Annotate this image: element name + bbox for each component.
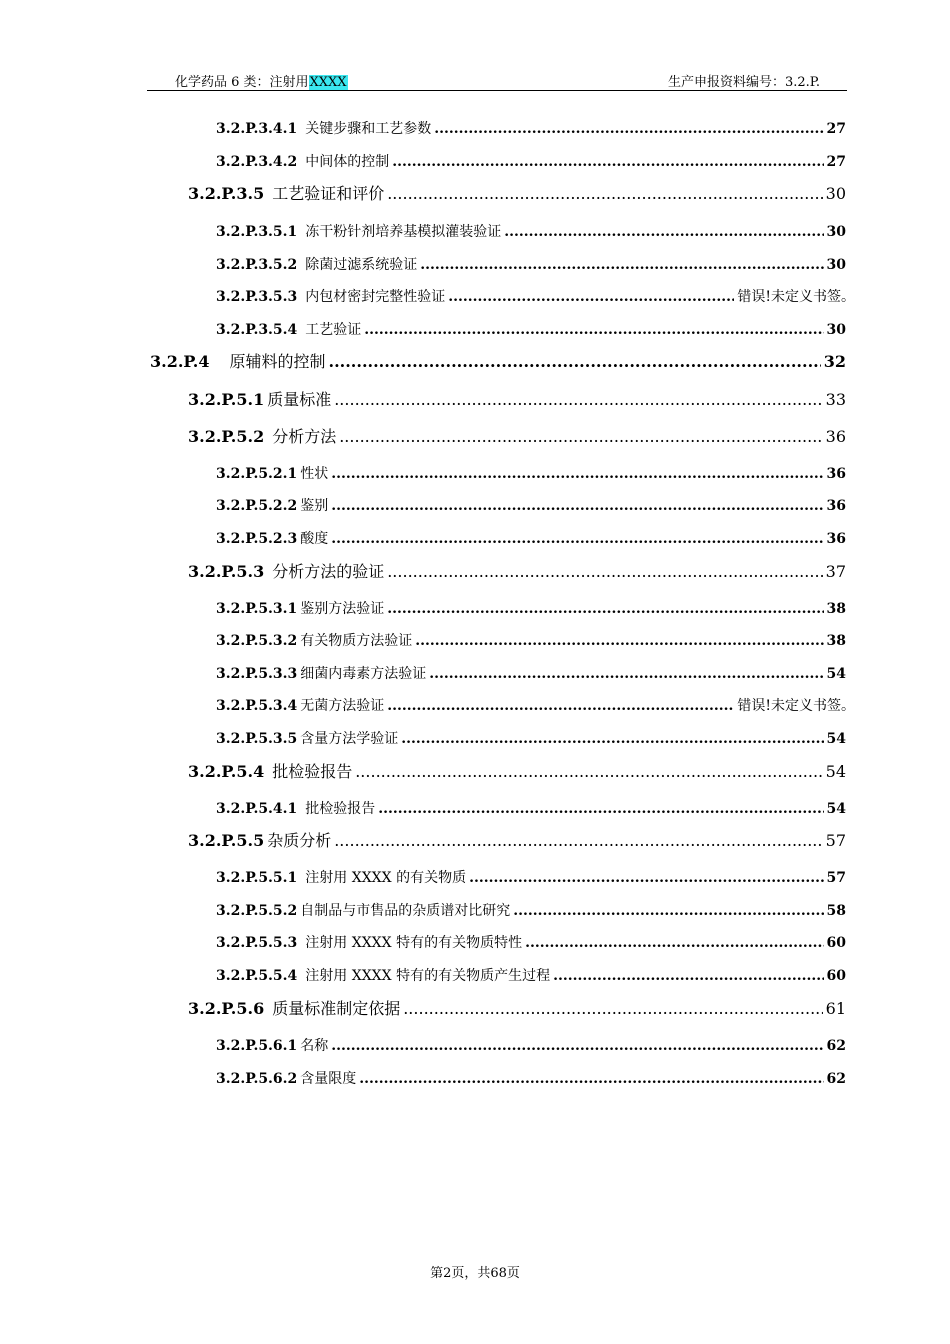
toc-entry-title: 工艺验证和评价	[272, 184, 385, 203]
toc-entry[interactable]	[150, 349, 846, 372]
toc-entry-number: 3.2.P.5.5.2	[216, 903, 298, 919]
toc-entry[interactable]	[216, 630, 846, 650]
toc-entry-page: 33	[825, 390, 846, 409]
toc-entry[interactable]	[216, 254, 846, 274]
toc-leader-dots	[359, 1071, 823, 1087]
header-left	[175, 71, 348, 90]
toc-leader-dots	[331, 1038, 823, 1054]
toc-leader-dots	[339, 427, 822, 446]
toc-entry-page: 61	[825, 999, 846, 1018]
toc-entry-title: 冻干粉针剂培养基模拟灌装验证	[305, 224, 502, 240]
toc-leader-dots	[429, 666, 823, 682]
toc-entry-number: 3.2.P.5.6.2	[216, 1071, 298, 1087]
toc-entry-number: 3.2.P.5.5.1	[216, 870, 298, 886]
toc-entry-page-error: 错误!未定义书签。	[737, 289, 855, 305]
toc-leader-dots	[334, 390, 822, 409]
toc-entry-page: 54	[825, 762, 846, 781]
toc-entry[interactable]	[216, 695, 855, 715]
toc-entry-number: 3.2.P.5.2.3	[216, 531, 298, 547]
page-header	[147, 68, 847, 91]
toc-leader-dots	[387, 698, 734, 714]
toc-entry[interactable]	[188, 424, 846, 447]
header-doc-number: 生产申报资料编号：3.2.P.	[667, 75, 820, 90]
toc-entry-title: 质量标准	[267, 390, 332, 409]
toc-entry-number: 3.2.P.5.3.3	[216, 666, 298, 682]
toc-entry-title: 鉴别	[300, 498, 329, 514]
toc-entry-title: 中间体的控制	[305, 154, 390, 170]
toc-entry-title: 内包材密封完整性验证	[305, 289, 446, 305]
toc-leader-dots	[331, 531, 823, 547]
toc-entry-title: 批检验报告	[272, 762, 353, 781]
toc-leader-dots	[513, 903, 823, 919]
toc-entry[interactable]	[216, 798, 846, 818]
toc-entry-title: 自制品与市售品的杂质谱对比研究	[300, 903, 511, 919]
toc-leader-dots	[403, 999, 822, 1018]
toc-entry-page: 62	[826, 1071, 846, 1087]
toc-entry-number: 3.2.P.5.2.1	[216, 466, 298, 482]
toc-entry-number: 3.2.P.5.3.4	[216, 698, 298, 714]
toc-entry[interactable]	[216, 663, 846, 683]
toc-entry-page: 30	[826, 224, 846, 240]
toc-entry-page: 36	[825, 427, 846, 446]
toc-entry-number: 3.2.P.5.3.5	[216, 731, 298, 747]
toc-entry[interactable]	[216, 598, 846, 618]
toc-entry-title: 工艺验证	[305, 322, 362, 338]
toc-entry[interactable]	[216, 319, 846, 339]
toc-entry-number: 3.2.P.3.5.3	[216, 289, 298, 305]
toc-entry[interactable]	[216, 1035, 846, 1055]
toc-entry-title: 鉴别方法验证	[300, 601, 385, 617]
toc-entry-title: 含量限度	[300, 1071, 357, 1087]
toc-entry-number: 3.2.P.5.2	[188, 427, 265, 446]
toc-entry-page: 38	[826, 601, 846, 617]
toc-leader-dots	[387, 184, 822, 203]
toc-entry[interactable]	[188, 828, 846, 851]
toc-entry[interactable]	[188, 996, 846, 1019]
toc-leader-dots	[378, 801, 823, 817]
toc-entry-number: 3.2.P.5.2.2	[216, 498, 298, 514]
toc-entry-number: 3.2.P.3.5.4	[216, 322, 298, 338]
toc-entry-number: 3.2.P.5.3.1	[216, 601, 298, 617]
toc-leader-dots	[434, 121, 823, 137]
toc-entry[interactable]	[188, 387, 846, 410]
toc-entry-page: 54	[826, 801, 846, 817]
toc-entry[interactable]	[216, 932, 846, 952]
toc-leader-dots	[553, 968, 823, 984]
toc-entry-title: 无菌方法验证	[300, 698, 385, 714]
toc-entry-page: 36	[826, 531, 846, 547]
toc-entry-page: 60	[826, 935, 846, 951]
toc-entry-number: 3.2.P.5.6.1	[216, 1038, 298, 1054]
toc-leader-dots	[415, 633, 823, 649]
toc-entry[interactable]	[216, 118, 846, 138]
toc-entry-page: 57	[826, 870, 846, 886]
toc-entry-page: 58	[826, 903, 846, 919]
toc-entry[interactable]	[216, 286, 855, 306]
toc-entry-title: 注射用 XXXX 特有的有关物质特性	[305, 935, 523, 951]
toc-entry[interactable]	[188, 559, 846, 582]
toc-entry[interactable]	[216, 495, 846, 515]
toc-entry-number: 3.2.P.3.5.1	[216, 224, 298, 240]
toc-entry-number: 3.2.P.5.1	[188, 390, 265, 409]
toc-leader-dots	[525, 935, 823, 951]
toc-entry-number: 3.2.P.5.6	[188, 999, 265, 1018]
toc-leader-dots	[448, 289, 734, 305]
toc-entry-number: 3.2.P.3.5.2	[216, 257, 298, 273]
toc-entry-number: 3.2.P.5.5.4	[216, 968, 298, 984]
toc-entry-title: 分析方法的验证	[272, 562, 385, 581]
toc-entry-title: 注射用 XXXX 特有的有关物质产生过程	[305, 968, 551, 984]
toc-entry-number: 3.2.P.5.3.2	[216, 633, 298, 649]
toc-leader-dots	[401, 731, 823, 747]
toc-entry-title: 注射用 XXXX 的有关物质	[305, 870, 467, 886]
toc-leader-dots	[364, 322, 823, 338]
toc-entry-page: 30	[826, 257, 846, 273]
toc-entry-number: 3.2.P.3.5	[188, 184, 265, 203]
header-doc-title: 化学药品 6 类：注射用	[175, 75, 309, 90]
toc-entry-page: 60	[826, 968, 846, 984]
toc-entry-page: 27	[826, 121, 846, 137]
toc-entry-page: 57	[825, 831, 846, 850]
toc-entry-number: 3.2.P.5.3	[188, 562, 265, 581]
toc-entry-title: 细菌内毒素方法验证	[300, 666, 427, 682]
toc-entry-title: 名称	[300, 1038, 329, 1054]
toc-leader-dots	[329, 352, 821, 371]
toc-entry-page: 54	[826, 731, 846, 747]
page-footer: 第2页，共68页	[430, 1266, 520, 1281]
toc-entry-page: 30	[826, 322, 846, 338]
toc-entry[interactable]	[216, 151, 846, 171]
toc-entry-number: 3.2.P.3.4.1	[216, 121, 298, 137]
toc-entry-page: 36	[826, 466, 846, 482]
toc-entry-page: 62	[826, 1038, 846, 1054]
toc-entry-title: 有关物质方法验证	[300, 633, 413, 649]
toc-leader-dots	[334, 831, 822, 850]
toc-entry[interactable]	[216, 900, 846, 920]
toc-entry-title: 质量标准制定依据	[272, 999, 401, 1018]
toc-entry-number: 3.2.P.3.4.2	[216, 154, 298, 170]
toc-entry-number: 3.2.P.5.4	[188, 762, 265, 781]
toc-entry-title: 批检验报告	[305, 801, 376, 817]
toc-leader-dots	[387, 562, 822, 581]
toc-entry[interactable]	[188, 181, 846, 204]
toc-entry-title: 分析方法	[272, 427, 337, 446]
toc-entry[interactable]	[216, 728, 846, 748]
toc-entry[interactable]	[216, 867, 846, 887]
toc-entry-page: 36	[826, 498, 846, 514]
toc-entry-title: 性状	[300, 466, 329, 482]
toc-entry-title: 原辅料的控制	[229, 352, 326, 371]
toc-leader-dots	[355, 762, 822, 781]
toc-entry[interactable]	[216, 1068, 846, 1088]
toc-entry-page: 30	[825, 184, 846, 203]
toc-entry-page: 27	[826, 154, 846, 170]
toc-entry-page: 38	[826, 633, 846, 649]
toc-entry-page-error: 错误!未定义书签。	[737, 698, 855, 714]
toc-entry-title: 酸度	[300, 531, 329, 547]
toc-leader-dots	[504, 224, 823, 240]
toc-leader-dots	[469, 870, 823, 886]
toc-entry-title: 杂质分析	[267, 831, 332, 850]
toc-entry-number: 3.2.P.5.4.1	[216, 801, 298, 817]
toc-entry-number: 3.2.P.5.5	[188, 831, 265, 850]
toc-entry-title: 含量方法学验证	[300, 731, 399, 747]
toc-leader-dots	[331, 498, 823, 514]
toc-entry-page: 32	[823, 352, 846, 371]
toc-leader-dots	[420, 257, 823, 273]
toc-entry[interactable]	[216, 528, 846, 548]
toc-entry-number: 3.2.P.5.5.3	[216, 935, 298, 951]
toc-entry-number: 3.2.P.4	[150, 352, 210, 371]
toc-entry-title: 关键步骤和工艺参数	[305, 121, 432, 137]
toc-entry-page: 54	[826, 666, 846, 682]
toc-leader-dots	[331, 466, 823, 482]
toc-entry[interactable]	[216, 221, 846, 241]
toc-leader-dots	[392, 154, 823, 170]
toc-entry[interactable]	[188, 759, 846, 782]
toc-entry-title: 除菌过滤系统验证	[305, 257, 418, 273]
toc-entry[interactable]	[216, 463, 846, 483]
toc-leader-dots	[387, 601, 823, 617]
toc-entry[interactable]	[216, 965, 846, 985]
header-highlight: XXXX	[309, 75, 347, 90]
toc-entry-page: 37	[825, 562, 846, 581]
